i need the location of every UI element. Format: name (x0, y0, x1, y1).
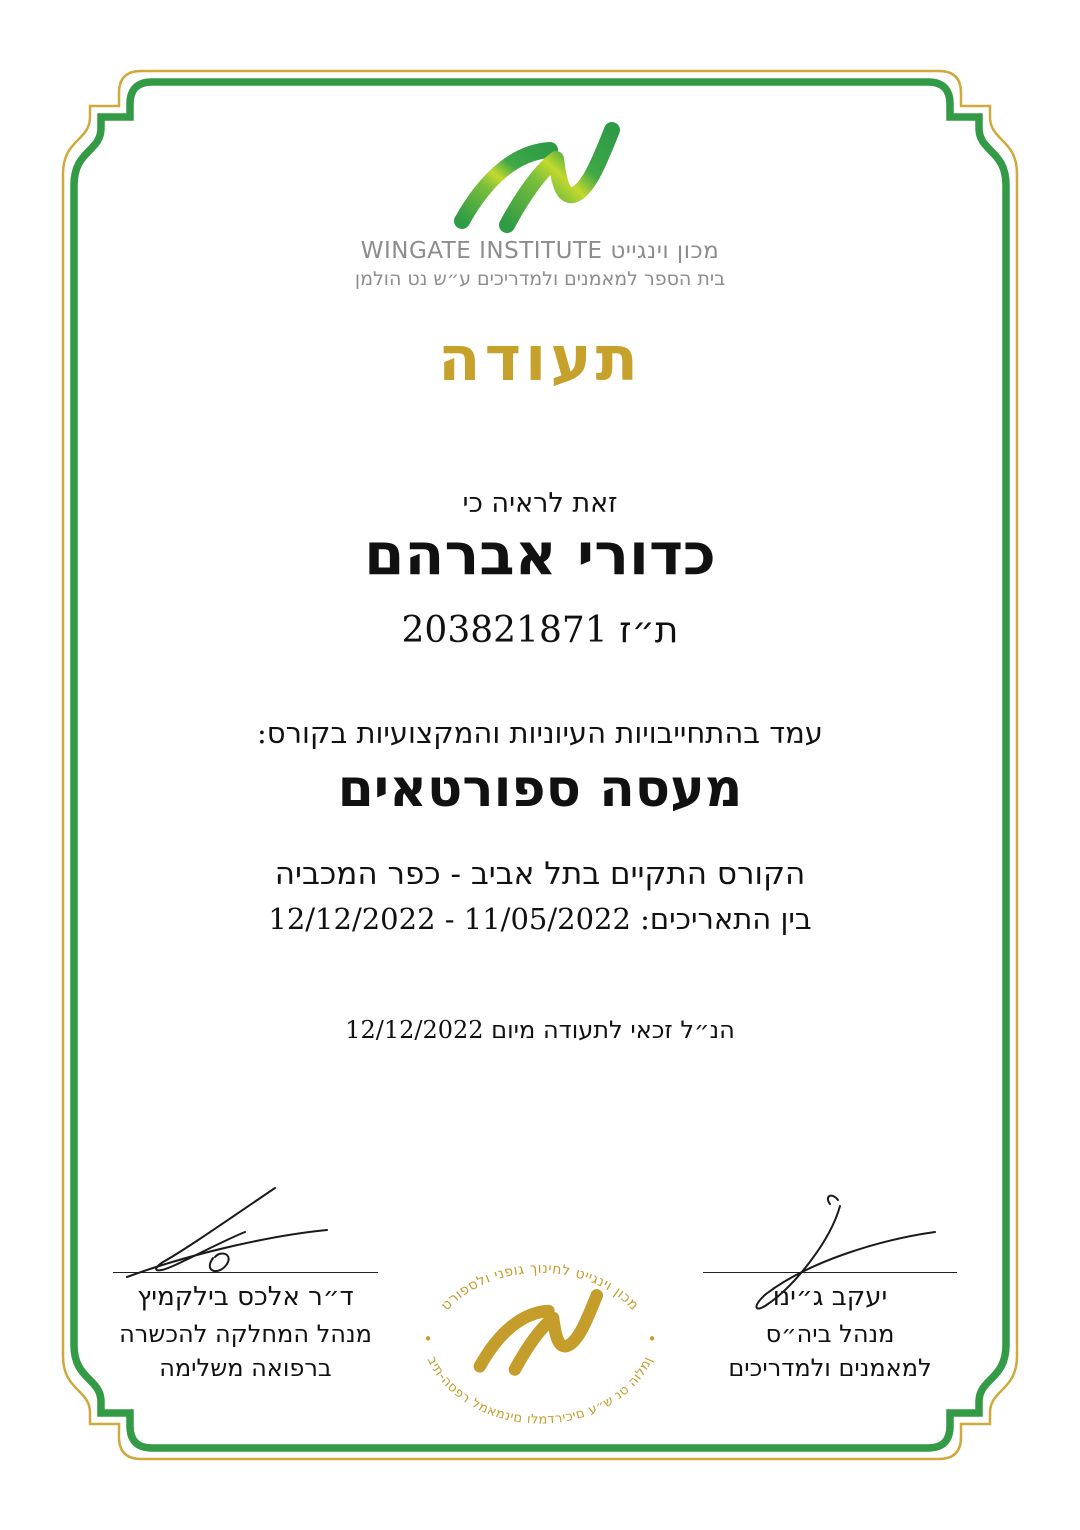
seal-swoosh-icon (480, 1295, 597, 1369)
signatory-left-name: ד״ר אלכס בילקמיץ (137, 1282, 354, 1312)
commitment-line: עמד בהתחייבויות העיוניות והמקצועיות בקורס: (257, 716, 823, 750)
school-name-line: בית הספר למאמנים ולמדריכים ע״ש נט הולמן (354, 268, 726, 290)
entitlement-line: הנ״ל זכאי לתעודה מיום 12/12/2022 (345, 1016, 735, 1044)
seal-bottom-arc-text: בית-הספר למאמנים ולמדריכים ע״ש נט הולמן (423, 1354, 657, 1428)
org-name-line: מכון וינגייט WINGATE INSTITUTE (360, 238, 720, 264)
certificate-title: תעודה (438, 322, 642, 395)
wingate-logo-icon (440, 112, 660, 234)
signatory-right-role2: למאמנים ולמדריכים (728, 1354, 932, 1383)
signatory-left-role2: ברפואה משלימה (159, 1354, 332, 1383)
signatory-right-name: יעקב ג״ינו (772, 1282, 888, 1312)
signature-left-scribble (115, 1180, 395, 1292)
intro-line: זאת לראיה כי (462, 488, 618, 519)
signatory-right-role1: מנהל ביה״ס (765, 1319, 895, 1348)
course-location-line: הקורס התקיים בתל אביב - כפר המכביה (274, 856, 806, 892)
seal-left-dot: • (423, 1330, 433, 1348)
recipient-name: כדורי אברהם (364, 520, 716, 588)
signature-right-scribble (710, 1190, 960, 1315)
course-name: מעסה ספורטאים (337, 758, 743, 819)
seal-top-arc-text: מכון וינגייט לחינוך גופני ולספורט (437, 1260, 642, 1314)
course-dates-line: בין התאריכים: 11/05/2022 - 12/12/2022 (268, 902, 812, 936)
signatory-left-role1: מנהל המחלקה להכשרה (119, 1319, 372, 1348)
seal-right-dot: • (647, 1330, 657, 1348)
recipient-id-line: ת״ז 203821871 (401, 610, 679, 651)
institute-seal (395, 1238, 685, 1462)
